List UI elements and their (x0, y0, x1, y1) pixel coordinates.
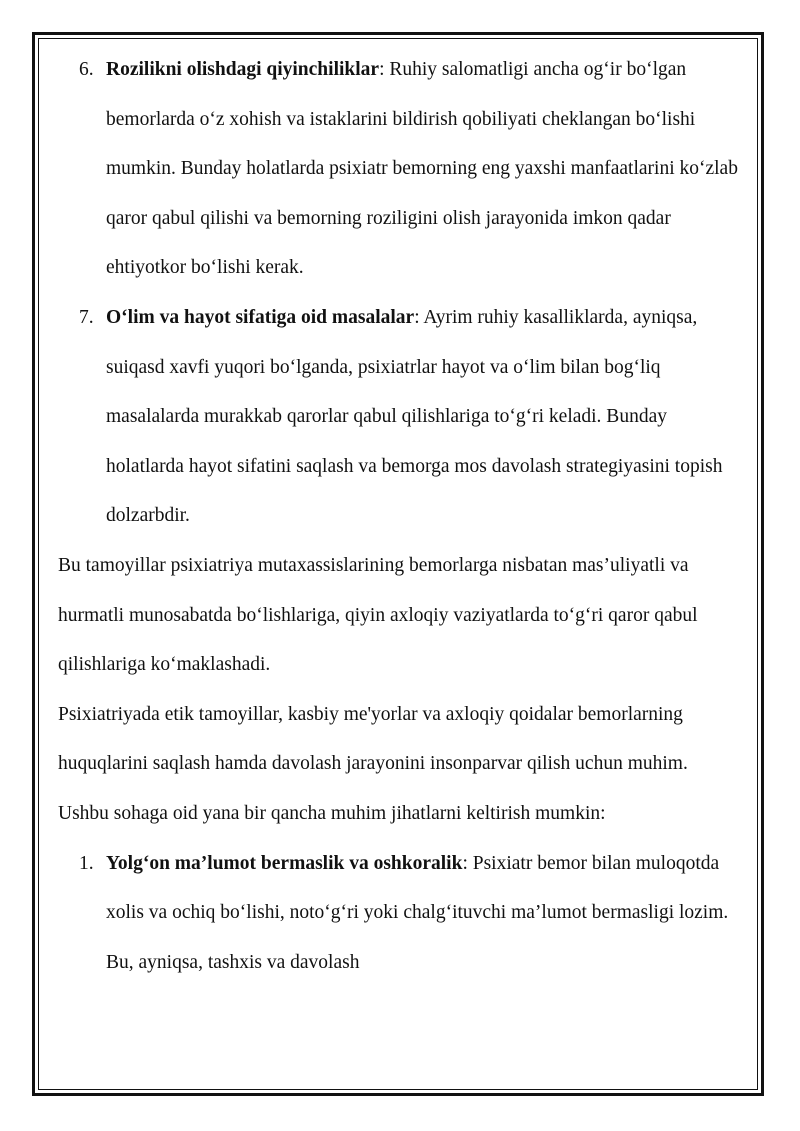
list-item-7 (58, 293, 738, 541)
list-item-body: : Ruhiy salomatligi ancha og‘ir bo‘lgan bemorlarda o‘z xohish va istaklarini bildirish qobiliyati cheklangan bo‘lishi mumkin. Bunday holatlarda psixiatr bemorning eng yaxshi manfaatlarini ko‘zlab qaror qabul qilishi va bemorning roziligini olish jarayonida imkon qadar ehtiyotkor bo‘lishi kerak. (106, 59, 738, 279)
list-number: 7. (79, 306, 94, 328)
list-item-heading: Rozilikni olishdagi qiyinchiliklar (106, 59, 380, 80)
list-number: 6. (79, 59, 94, 80)
list-item-1 (58, 839, 738, 988)
list-number: 1. (79, 852, 94, 874)
list-item-heading: Yolg‘on ma’lumot bermaslik va oshkoralik (106, 852, 463, 874)
list-item-heading: O‘lim va hayot sifatiga oid masalalar (106, 306, 415, 328)
paragraph-intro: Psixiatriyada etik tamoyillar, kasbiy me'yorlar va axloqiy qoidalar bemorlarning huquqlarini saqlash hamda davolash jarayonini insonparvar qilish uchun muhim. Ushbu sohaga oid yana bir qancha muhim jihatlarni keltirish mumkin: (58, 703, 688, 824)
list-item-body: : Ayrim ruhiy kasalliklarda, ayniqsa, suiqasd xavfi yuqori bo‘lganda, psixiatrlar hayot va o‘lim bilan bog‘liq masalalarda murakkab qarorlar qabul qilishlariga to‘g‘ri keladi. Bunday holatlarda hayot sifatini saqlash va bemorga mos davolash strategiyasini topish dolzarbdir. (106, 306, 723, 527)
paragraph-summary: Bu tamoyillar psixiatriya mutaxassislarining bemorlarga nisbatan mas’uliyatli va hurmatli munosabatda bo‘lishlariga, qiyin axloqiy vaziyatlarda to‘g‘ri qaror qabul qilishlariga ko‘maklashadi. (58, 554, 698, 676)
list-item-6 (58, 45, 738, 293)
list-item-body: : Psixiatr bemor bilan muloqotda xolis va ochiq bo‘lishi, noto‘g‘ri yoki chalg‘ituvchi ma’lumot bermasligi lozim. Bu, ayniqsa, tashxis va davolash (106, 852, 729, 973)
document-content (58, 45, 738, 987)
